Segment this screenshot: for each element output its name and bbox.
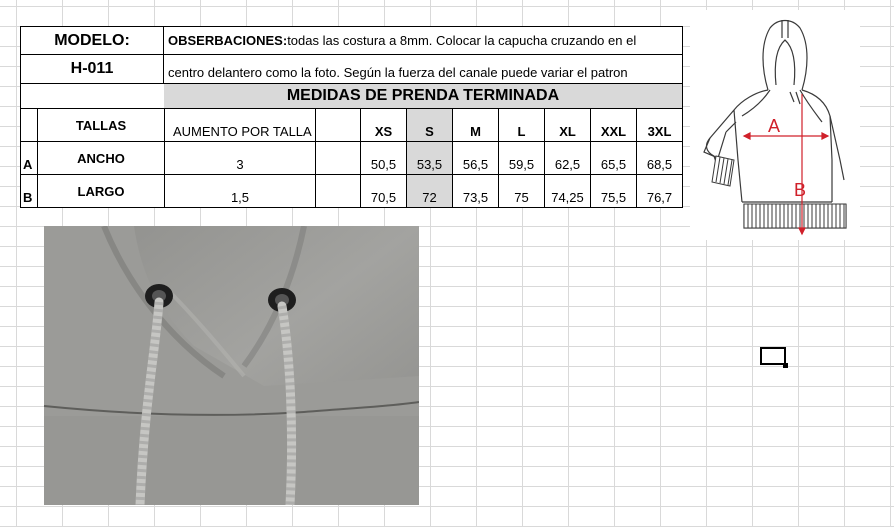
row-key-a[interactable]: A (20, 142, 37, 175)
label-b: B (794, 180, 807, 200)
size-header-xs[interactable]: XS (360, 109, 406, 142)
ancho-3xl[interactable]: 68,5 (636, 142, 683, 175)
ancho-xl[interactable]: 62,5 (544, 142, 590, 175)
size-header-xxl[interactable]: XXL (590, 109, 636, 142)
ancho-s[interactable]: 53,5 (406, 142, 452, 175)
largo-xs[interactable]: 70,5 (360, 175, 406, 208)
size-header-m[interactable]: M (452, 109, 498, 142)
tallas-header[interactable]: TALLAS (37, 109, 164, 142)
hoodie-diagram[interactable] (690, 10, 860, 240)
hood-fabric-image (44, 226, 419, 505)
aumento-largo[interactable]: 1,5 (164, 175, 315, 208)
hood-detail-photo[interactable] (44, 226, 419, 505)
observaciones-line-2[interactable] (164, 55, 683, 84)
blank-cell[interactable] (20, 84, 164, 109)
observaciones-text-2: centro delantero como la foto. Según la fuerza del canale puede variar el patron (168, 65, 628, 80)
ancho-xxl[interactable]: 65,5 (590, 142, 636, 175)
modelo-label[interactable]: MODELO: (20, 26, 164, 55)
ancho-xs[interactable]: 50,5 (360, 142, 406, 175)
size-header-l[interactable]: L (498, 109, 544, 142)
key-header-cell[interactable] (20, 109, 37, 142)
fill-handle[interactable] (783, 363, 788, 368)
largo-m[interactable]: 73,5 (452, 175, 498, 208)
medidas-title[interactable]: MEDIDAS DE PRENDA TERMINADA (164, 84, 683, 109)
largo-3xl[interactable]: 76,7 (636, 175, 683, 208)
modelo-value[interactable]: H-011 (20, 55, 164, 84)
size-header-xl[interactable]: XL (544, 109, 590, 142)
row-name-largo[interactable]: LARGO (37, 175, 164, 208)
size-header-3xl[interactable]: 3XL (636, 109, 683, 142)
largo-xl[interactable]: 74,25 (544, 175, 590, 208)
largo-xxl[interactable]: 75,5 (590, 175, 636, 208)
observaciones-line-1[interactable] (164, 26, 683, 55)
observaciones-text-1: todas las costura a 8mm. Colocar la capucha cruzando en el (287, 33, 637, 48)
spacer-cell[interactable] (315, 142, 360, 175)
label-a: A (768, 116, 781, 136)
spacer-cell[interactable] (315, 175, 360, 208)
hoodie-drawing (690, 10, 860, 240)
aumento-ancho[interactable]: 3 (164, 142, 315, 175)
row-key-b[interactable]: B (20, 175, 37, 208)
aumento-header[interactable]: AUMENTO POR TALLA (164, 109, 315, 142)
ancho-l[interactable]: 59,5 (498, 142, 544, 175)
observaciones-label: OBSERBACIONES: (168, 33, 288, 48)
largo-l[interactable]: 75 (498, 175, 544, 208)
spacer-cell[interactable] (315, 109, 360, 142)
largo-s[interactable]: 72 (406, 175, 452, 208)
size-header-s[interactable]: S (406, 109, 452, 142)
ancho-m[interactable]: 56,5 (452, 142, 498, 175)
row-name-ancho[interactable]: ANCHO (37, 142, 164, 175)
